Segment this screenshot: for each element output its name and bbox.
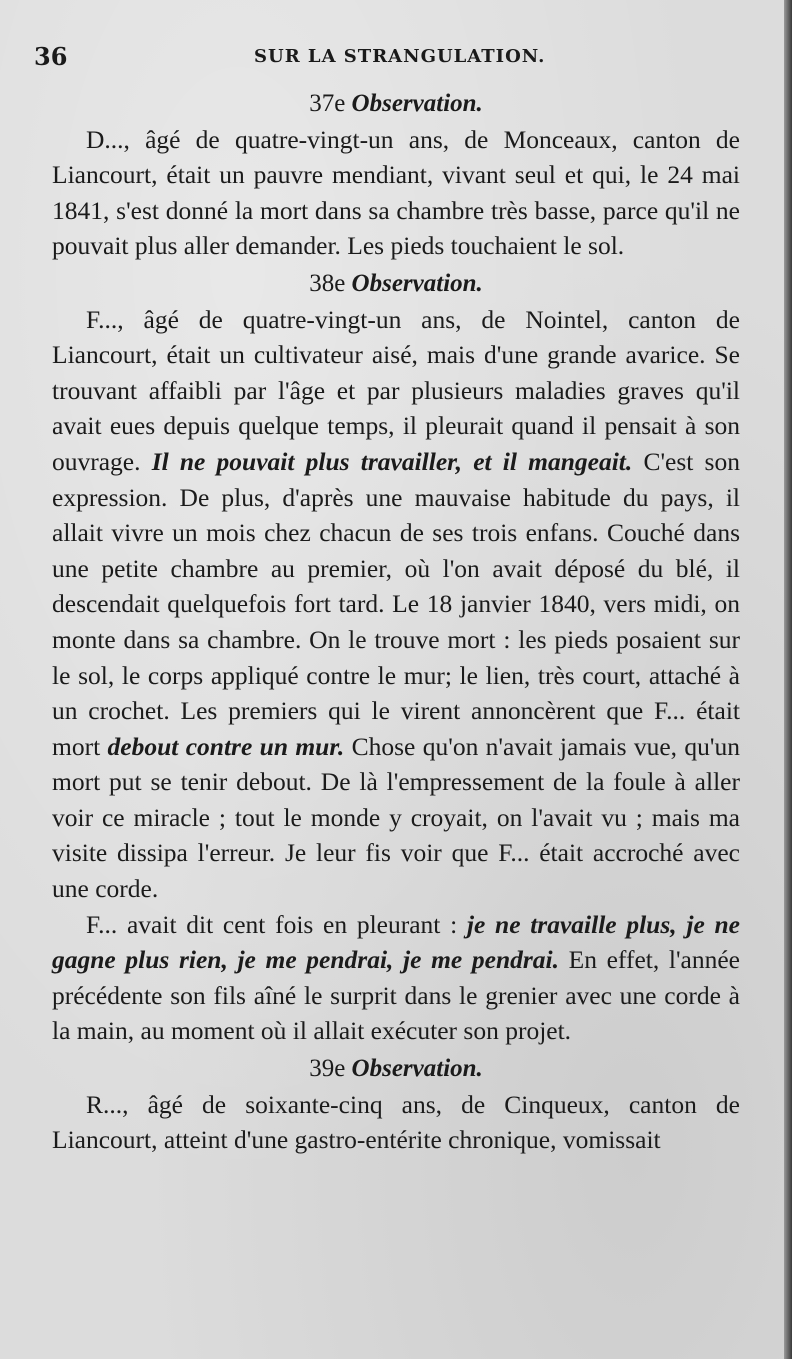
observation-38-paragraph-1 xyxy=(52,302,740,907)
observation-38-heading xyxy=(52,266,740,302)
italic-quote: debout contre un mur. xyxy=(107,731,345,761)
text-run: C'est son expression. De plus, d'après une mauvaise habitude du pays, il allait vivre un mois chez chacun de ses trois enfans. Couché dans une petite chambre au premier, où l'on avait déposé du blé, il descendait quelquefois fort tard. Le 18 janvier 1840, vers midi, on monte dans sa chambre. On le trouve mort : les pieds posaient sur le sol, le corps appliqué contre le mur; le lien, très court, attaché à un crochet. Les premiers qui le virent annoncèrent que F... était mort xyxy=(52,446,740,761)
observation-37-heading xyxy=(52,86,740,122)
observation-39-heading xyxy=(52,1051,740,1087)
observation-number: 37e xyxy=(309,90,346,117)
text-run: F... avait dit cent fois en pleurant : xyxy=(86,909,467,939)
italic-quote: Il ne pouvait plus travailler, et il mangeait. xyxy=(151,446,633,476)
page-number: 36 xyxy=(34,42,68,71)
observation-38-paragraph-2 xyxy=(52,907,740,1049)
running-head: SUR LA STRANGULATION. xyxy=(254,46,546,67)
observation-title: Observation. xyxy=(351,269,483,297)
observation-39-paragraph: R..., âgé de soixante-cinq ans, de Cinqueux, canton de Liancourt, atteint d'une gastro-entérite chronique, vomissait xyxy=(52,1089,740,1155)
text-run: F..., âgé de quatre-vingt-un ans, de Nointel, canton de Liancourt, était un cultivateur aisé, mais d'une grande avarice. Se trouvant affaibli par l'âge et par plusieurs maladies graves qu'il avait eues depuis quelque temps, il pleurait quand il pensait à son ouvrage. xyxy=(52,304,740,476)
page-body xyxy=(52,86,740,1158)
page-header xyxy=(34,40,734,76)
italic-quote: je ne travaille plus, je ne gagne plus rien, je me pendrai, je me pendrai. xyxy=(52,909,740,975)
observation-title: Observation. xyxy=(351,1055,483,1083)
observation-number: 38e xyxy=(309,269,346,297)
observation-number: 39e xyxy=(309,1055,346,1083)
observation-title: Observation. xyxy=(351,90,483,117)
observation-37-paragraph: D..., âgé de quatre-vingt-un ans, de Monceaux, canton de Liancourt, était un pauvre mendiant, vivant seul et qui, le 24 mai 1841, s'est donné la mort dans sa chambre très basse, parce qu'il ne pouvait plus aller demander. Les pieds touchaient le sol. xyxy=(52,124,740,261)
text-run: En effet, l'année précédente son fils aîné le surprit dans le grenier avec une corde à la main, au moment où il allait exécuter son projet. xyxy=(52,945,740,1046)
text-run: Chose qu'on n'avait jamais vue, qu'un mort put se tenir debout. De là l'empressement de la foule à aller voir ce miracle ; tout le monde y croyait, on l'avait vu ; mais ma visite dissipa l'erreur. Je leur fis voir que F... était accroché avec une corde. xyxy=(52,731,740,904)
